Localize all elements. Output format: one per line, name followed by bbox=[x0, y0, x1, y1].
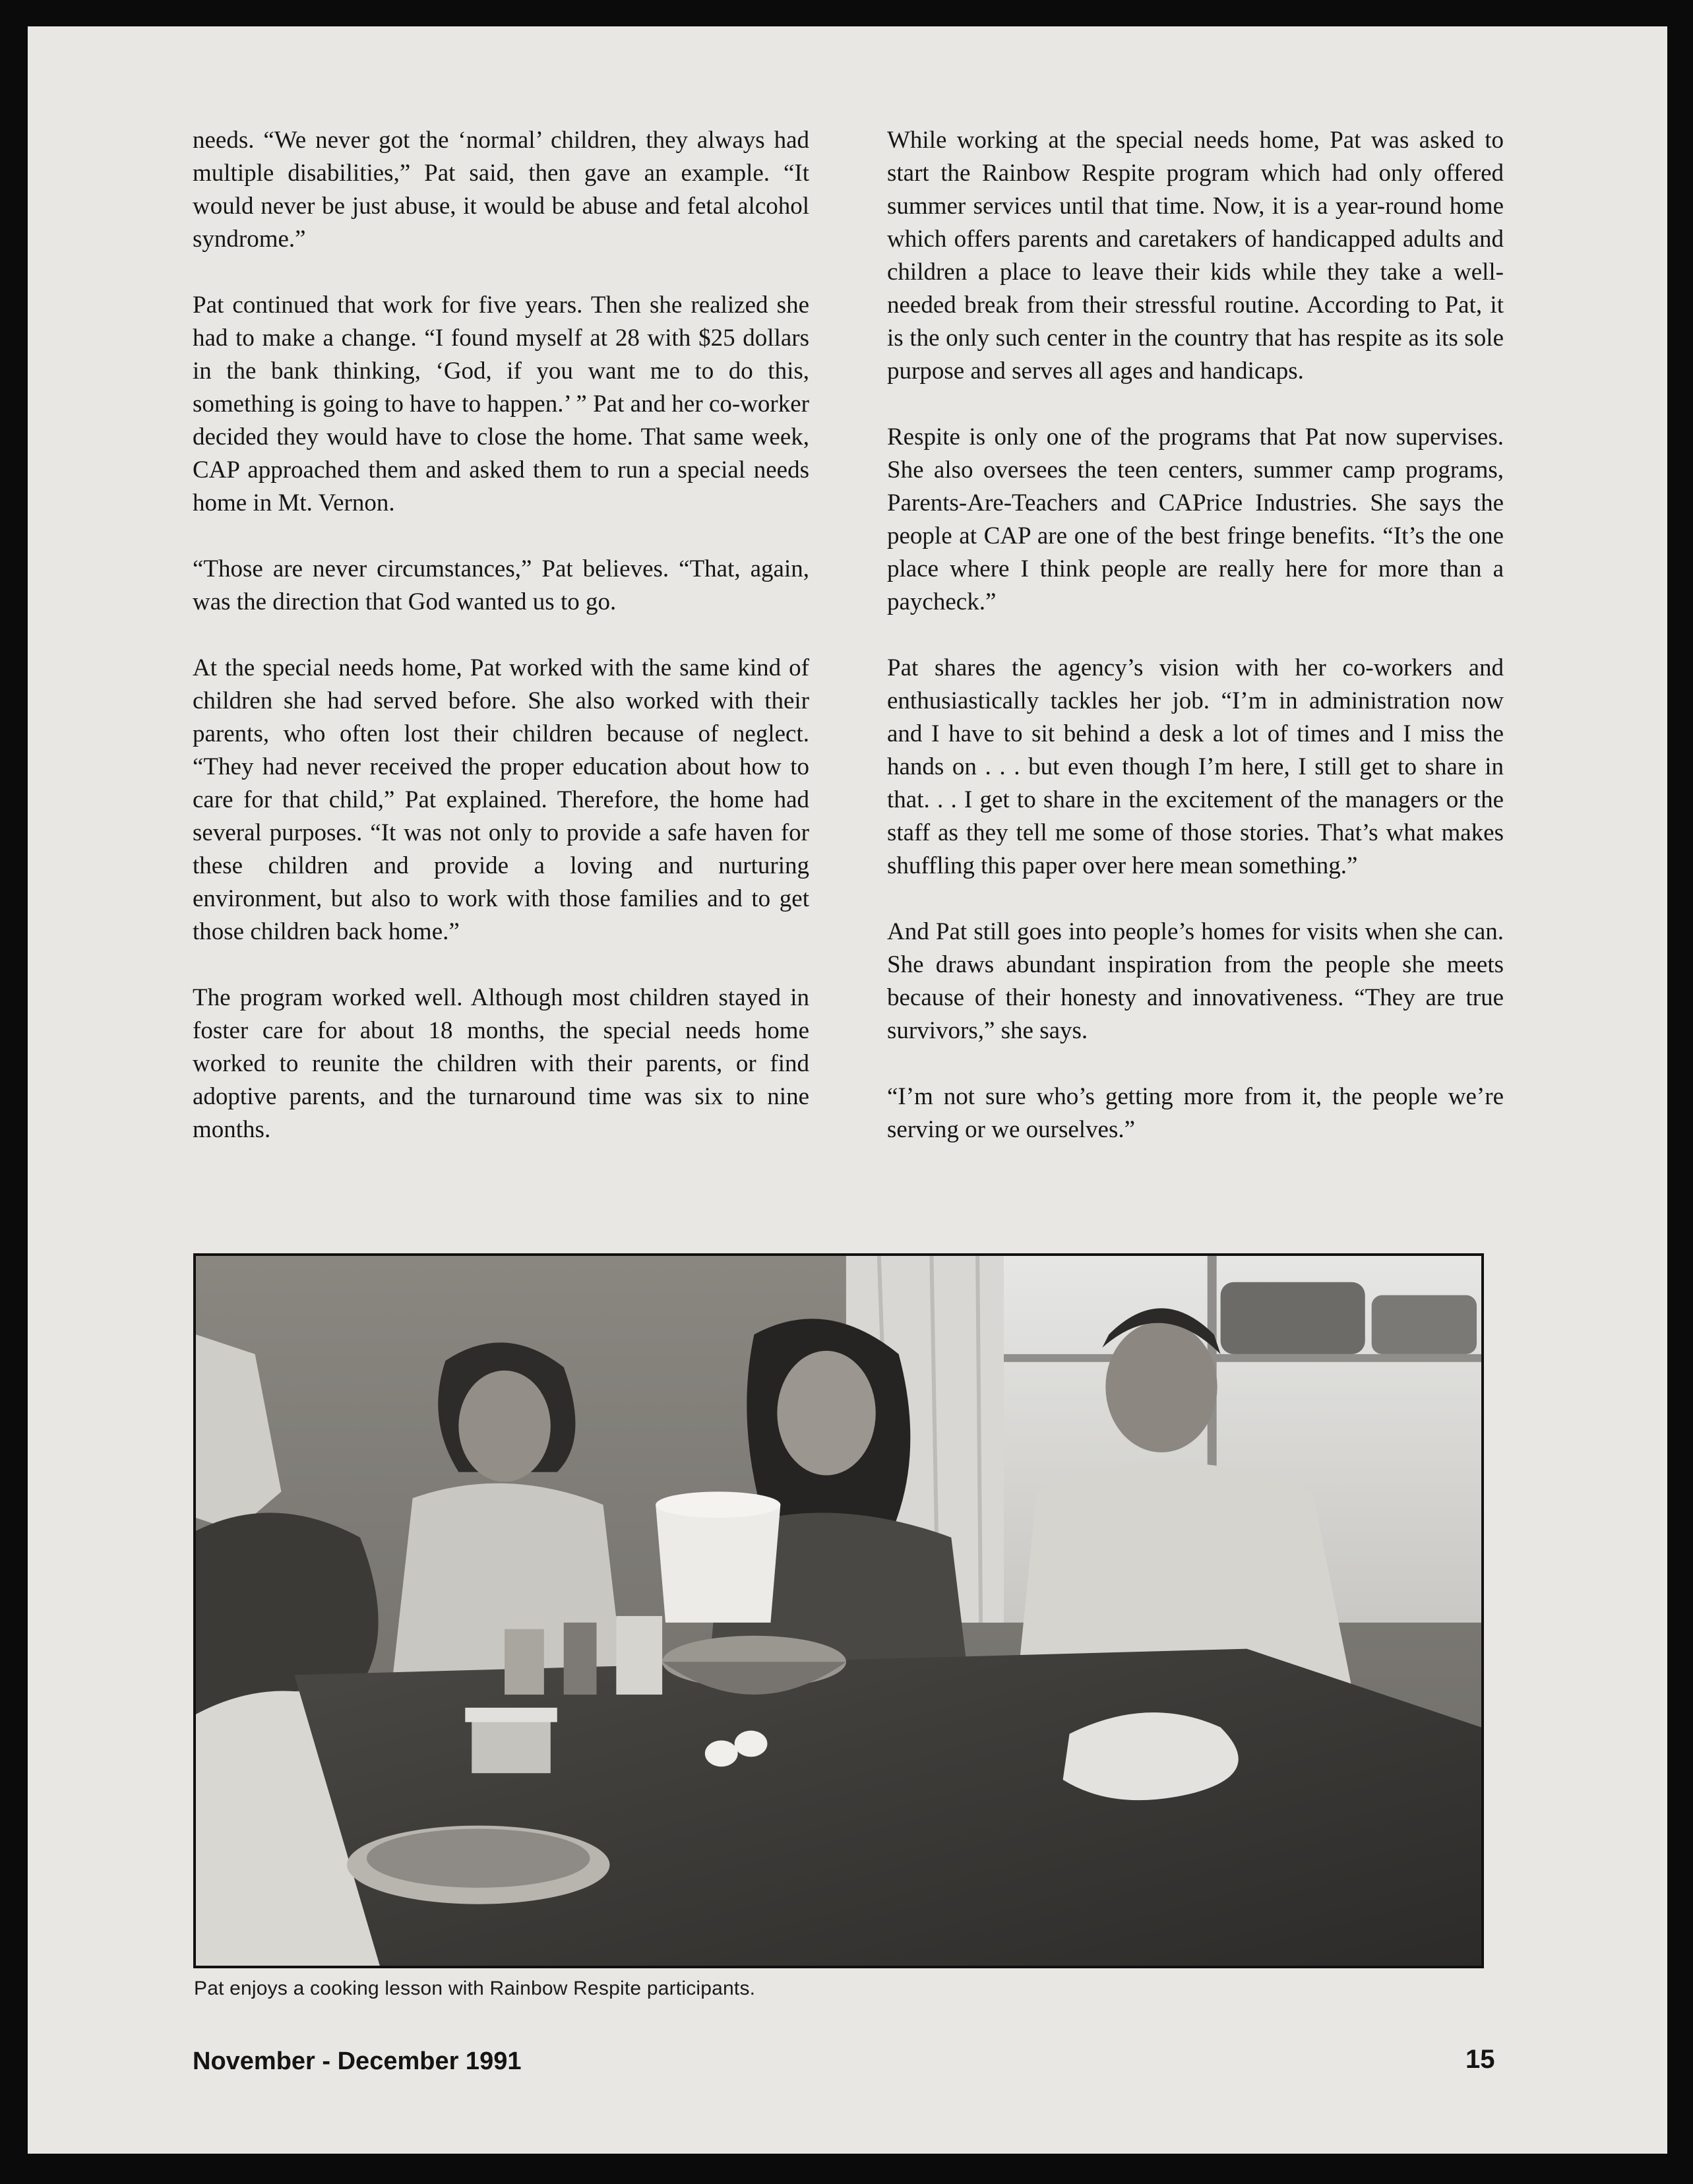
paragraph: Pat shares the agency’s vision with her co-workers and enthusiastically tackles her job. “I’m in administration now and I have to sit behind a desk a lot of times and I miss the hands on . . . but even though I’m here, I still get to share in that. . . I get to share in the excitement of the managers or the staff as they tell me some of those stories. That’s what makes shuffling this paper over here mean something.” bbox=[887, 654, 1504, 879]
photo-caption: Pat enjoys a cooking lesson with Rainbow Respite participants. bbox=[194, 1978, 756, 1999]
paragraph: “Those are never circumstances,” Pat believes. “That, again, was the direction that God wanted us to go. bbox=[193, 555, 809, 615]
article-left-column bbox=[193, 124, 809, 1146]
paragraph: Pat continued that work for five years. Then she realized she had to make a change. “I found myself at 28 with $25 dollars in the bank thinking, ‘God, if you want me to do this, something is going to have to happen.’ ” Pat and her co-worker decided they would have to close the home. That same week, CAP approached them and asked them to run a special needs home in Mt. Vernon. bbox=[193, 292, 809, 516]
paragraph: The program worked well. Although most children stayed in foster care for about 18 months, the special needs home worked to reunite the children with their parents, or find adoptive parents, and the turnaround time was six to nine months. bbox=[193, 984, 809, 1143]
paragraph: And Pat still goes into people’s homes for visits when she can. She draws abundant inspiration from the people she meets because of their honesty and innovativeness. “They are true survivors,” she says. bbox=[887, 918, 1504, 1044]
page-number: 15 bbox=[1465, 2045, 1495, 2074]
photo-illustration bbox=[196, 1256, 1481, 1966]
article-right-column bbox=[887, 124, 1504, 1146]
paragraph: While working at the special needs home, Pat was asked to start the Rainbow Respite program which had only offered summer services until that time. Now, it is a year-round home which offers parents and caretakers of handicapped adults and children a place to leave their kids while they take a well-needed break from their stressful routine. According to Pat, it is the only such center in the country that has respite as its sole purpose and serves all ages and handicaps. bbox=[887, 127, 1504, 385]
magazine-page bbox=[28, 26, 1667, 2154]
article-photo bbox=[193, 1253, 1484, 1968]
paragraph: At the special needs home, Pat worked with the same kind of children she had served before. She also worked with their parents, who often lost their children because of neglect. “They had never received the proper education about how to care for that child,” Pat explained. Therefore, the home had several purposes. “It was not only to provide a safe haven for these children and provide a loving and nurturing environment, but also to work with those families and to get those children back home.” bbox=[193, 654, 809, 945]
paragraph: Respite is only one of the programs that Pat now supervises. She also oversees the teen centers, summer camp programs, Parents-Are-Teachers and CAPrice Industries. She says the people at CAP are one of the best fringe benefits. “It’s the one place where I think people are really here for more than a paycheck.” bbox=[887, 423, 1504, 615]
issue-date: November - December 1991 bbox=[193, 2047, 522, 2075]
paragraph: “I’m not sure who’s getting more from it, the people we’re serving or we ourselves.” bbox=[887, 1083, 1504, 1143]
paragraph: needs. “We never got the ‘normal’ children, they always had multiple disabilities,” Pat said, then gave an example. “It would never be just abuse, it would be abuse and fetal alcohol syndrome.” bbox=[193, 127, 809, 253]
